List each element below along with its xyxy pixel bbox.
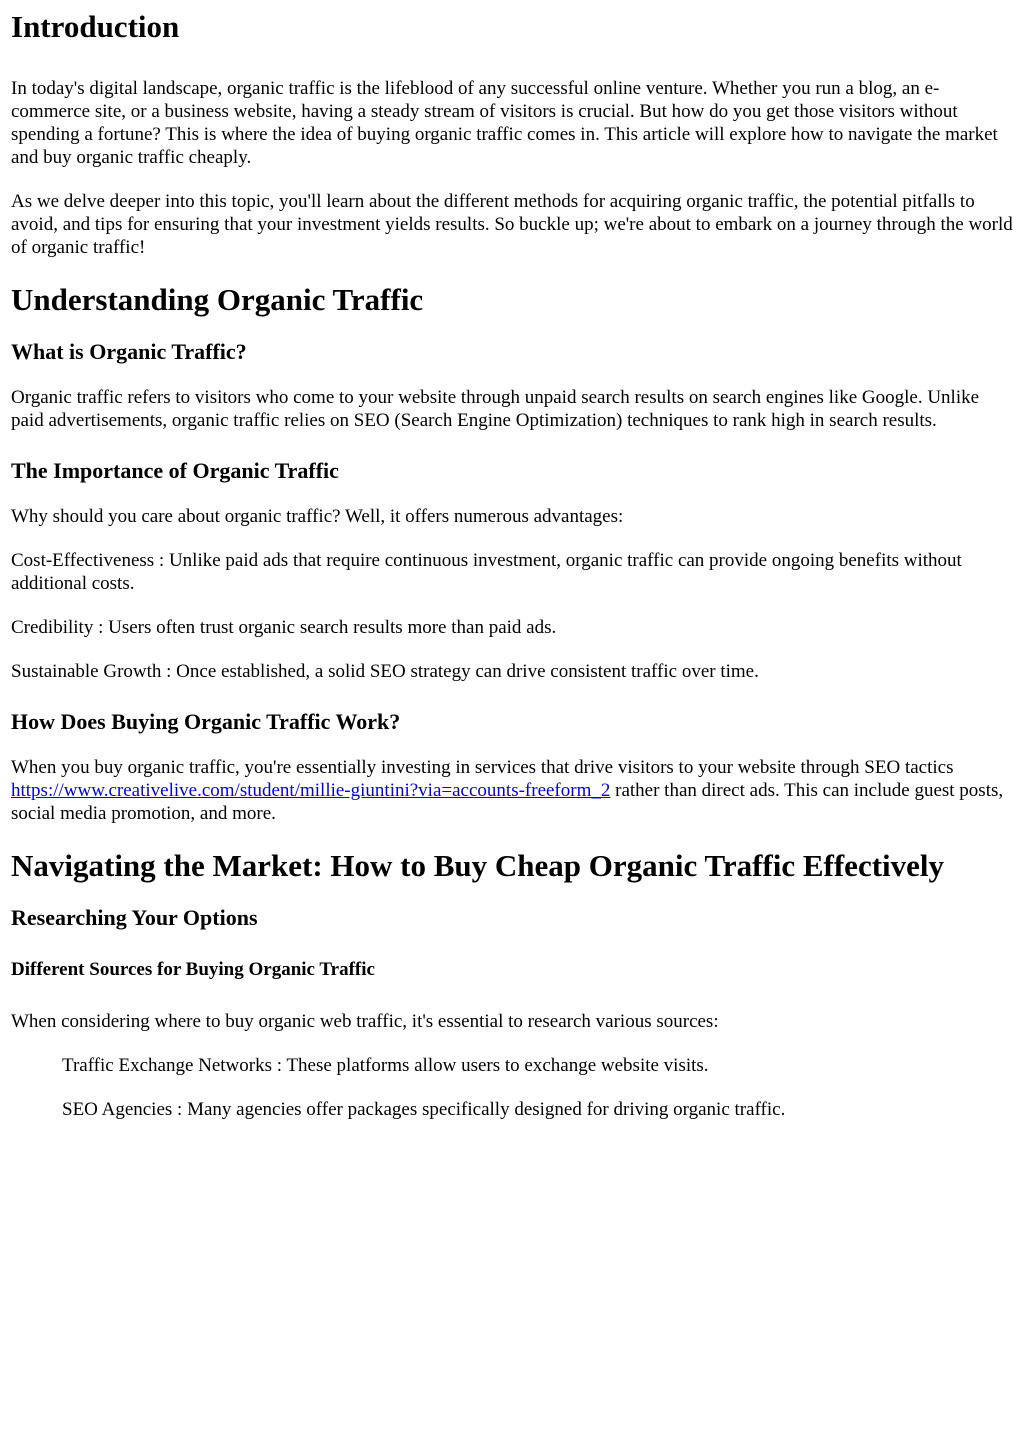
importance-paragraph: Why should you care about organic traffic? Well, it offers numerous advantages:	[11, 506, 624, 527]
intro-paragraph-1: In today's digital landscape, organic traffic is the lifeblood of any successful online venture. Whether you run a blog, an e-commerce site, or a business website, having a steady stream of visitors is crucial. But how do you get those visitors without spending a fortune? This is where the idea of buying organic traffic comes in. This article will explore how to navigate the market and buy organic traffic cheaply.	[11, 78, 998, 168]
what-is-organic-heading: What is Organic Traffic?	[11, 339, 247, 364]
how-buying-works-heading: How Does Buying Organic Traffic Work?	[11, 709, 401, 734]
source-item: SEO Agencies : Many agencies offer packages specifically designed for driving organic traffic.	[62, 1099, 786, 1120]
sources-heading: Different Sources for Buying Organic Traffic	[11, 959, 375, 980]
advantage-item: Credibility : Users often trust organic search results more than paid ads.	[11, 617, 557, 638]
researching-heading: Researching Your Options	[11, 905, 258, 930]
how-text-before: When you buy organic traffic, you're essentially investing in services that drive visitors to your website through SEO tactics	[11, 757, 954, 778]
how-buying-works-paragraph	[11, 756, 1013, 825]
what-is-organic-paragraph: Organic traffic refers to visitors who come to your website through unpaid search results on search engines like Google. Unlike paid advertisements, organic traffic relies on SEO (Search Engine Optimization) techniques to rank high in search results.	[11, 387, 980, 431]
advantage-item: Cost-Effectiveness : Unlike paid ads that require continuous investment, organic traffic can provide ongoing benefits without additional costs.	[11, 550, 962, 594]
sources-paragraph: When considering where to buy organic web traffic, it's essential to research various sources:	[11, 1011, 719, 1032]
understanding-heading: Understanding Organic Traffic	[11, 282, 424, 317]
source-item: Traffic Exchange Networks : These platforms allow users to exchange website visits.	[62, 1055, 709, 1076]
how-text-after: rather than direct ads. This can include guest posts, social media promotion, and more.	[11, 780, 1004, 824]
advantage-item: Sustainable Growth : Once established, a solid SEO strategy can drive consistent traffic over time.	[11, 661, 759, 682]
introduction-heading: Introduction	[11, 9, 180, 44]
creativelive-link[interactable]: https://www.creativelive.com/student/millie-giuntini?via=accounts-freeform_2	[11, 780, 611, 801]
importance-heading: The Importance of Organic Traffic	[11, 458, 339, 483]
intro-paragraph-2: As we delve deeper into this topic, you'll learn about the different methods for acquiring organic traffic, the potential pitfalls to avoid, and tips for ensuring that your investment yields results. So buckle up; we're about to embark on a journey through the world of organic traffic!	[11, 191, 1013, 258]
navigating-heading: Navigating the Market: How to Buy Cheap Organic Traffic Effectively	[11, 848, 945, 883]
